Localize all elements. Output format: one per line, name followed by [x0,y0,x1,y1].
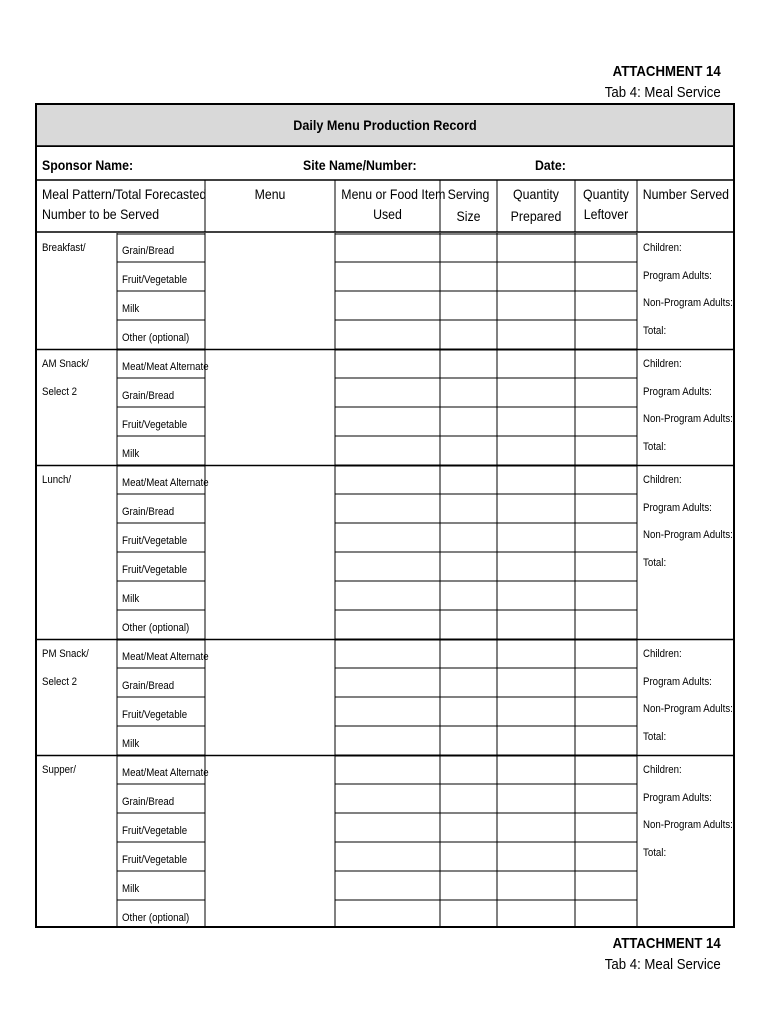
number-served-label: Total: [643,846,667,859]
section-subname: Select 2 [42,676,77,688]
production-record-form [35,103,735,928]
meal-component-label: Meat/Meat Alternate [122,361,209,373]
number-served-label: Children: [643,648,682,660]
col-qty-prepared-line1: Quantity [513,186,559,202]
number-served-label: Program Adults: [643,501,712,514]
attachment-header-top [605,61,721,103]
attachment-subtitle-bottom: Tab 4: Meal Service [605,956,721,973]
number-served-label: Non-Program Adults: [643,413,733,425]
number-served-label: Program Adults: [643,675,712,688]
meal-component-label: Milk [122,448,140,460]
meal-component-label: Milk [122,593,140,605]
col-meal-pattern-line2: Number to be Served [42,206,160,222]
number-served-label: Total: [643,730,667,743]
meal-component-label: Meat/Meat Alternate [122,477,209,489]
meal-component-label: Grain/Bread [122,390,175,402]
site-name-label: Site Name/Number: [303,157,417,173]
meal-component-label: Fruit/Vegetable [122,854,188,866]
col-food-item-line2: Used [373,206,402,222]
form-title: Daily Menu Production Record [293,117,477,133]
number-served-label: Program Adults: [643,385,712,398]
meal-component-label: Milk [122,303,140,315]
col-food-item-line1: Menu or Food Item [341,186,446,202]
section-name: Supper/ [42,764,76,776]
attachment-title: ATTACHMENT 14 [612,63,721,80]
number-served-label: Program Adults: [643,269,712,282]
section-name: Lunch/ [42,474,72,486]
number-served-label: Program Adults: [643,791,712,804]
col-serving-line1: Serving [447,186,490,202]
col-meal-pattern-line1: Meal Pattern/Total Forecasted [42,186,207,202]
col-qty-leftover-line1: Quantity [583,186,629,202]
number-served-label: Children: [643,242,682,254]
meal-component-label: Meat/Meat Alternate [122,767,209,779]
meal-component-label: Grain/Bread [122,245,175,257]
sponsor-name-label: Sponsor Name: [42,157,134,173]
number-served-label: Non-Program Adults: [643,703,733,715]
number-served-label: Total: [643,324,667,337]
number-served-label: Non-Program Adults: [643,819,733,831]
number-served-label: Total: [643,556,667,569]
col-menu: Menu [254,186,286,202]
attachment-title-bottom: ATTACHMENT 14 [612,935,721,952]
meal-component-label: Grain/Bread [122,796,175,808]
section-name: Breakfast/ [42,242,86,254]
meal-component-label: Fruit/Vegetable [122,825,188,837]
number-served-label: Non-Program Adults: [643,297,733,309]
meal-component-label: Other (optional) [122,622,190,634]
meal-component-label: Meat/Meat Alternate [122,651,209,663]
section-subname: Select 2 [42,386,77,398]
meal-component-label: Other (optional) [122,912,190,924]
meal-component-label: Fruit/Vegetable [122,274,188,286]
col-serving-line2: Size [456,208,481,224]
date-label: Date: [535,157,566,173]
meal-component-label: Other (optional) [122,332,190,344]
attachment-subtitle: Tab 4: Meal Service [605,84,721,101]
meal-component-label: Fruit/Vegetable [122,535,188,547]
col-number-served: Number Served [642,186,730,202]
number-served-label: Children: [643,764,682,776]
meal-component-label: Milk [122,883,140,895]
section-name: AM Snack/ [42,358,89,370]
meal-component-label: Fruit/Vegetable [122,564,188,576]
meal-component-label: Milk [122,738,140,750]
number-served-label: Non-Program Adults: [643,529,733,541]
col-qty-leftover-line2: Leftover [583,206,629,222]
col-qty-prepared-line2: Prepared [510,208,562,224]
meal-component-label: Grain/Bread [122,680,175,692]
number-served-label: Children: [643,474,682,486]
number-served-label: Total: [643,440,667,453]
attachment-header-bottom [605,933,721,975]
meal-component-label: Grain/Bread [122,506,175,518]
section-name: PM Snack/ [42,648,89,660]
meal-component-label: Fruit/Vegetable [122,419,188,431]
number-served-label: Children: [643,358,682,370]
meal-component-label: Fruit/Vegetable [122,709,188,721]
